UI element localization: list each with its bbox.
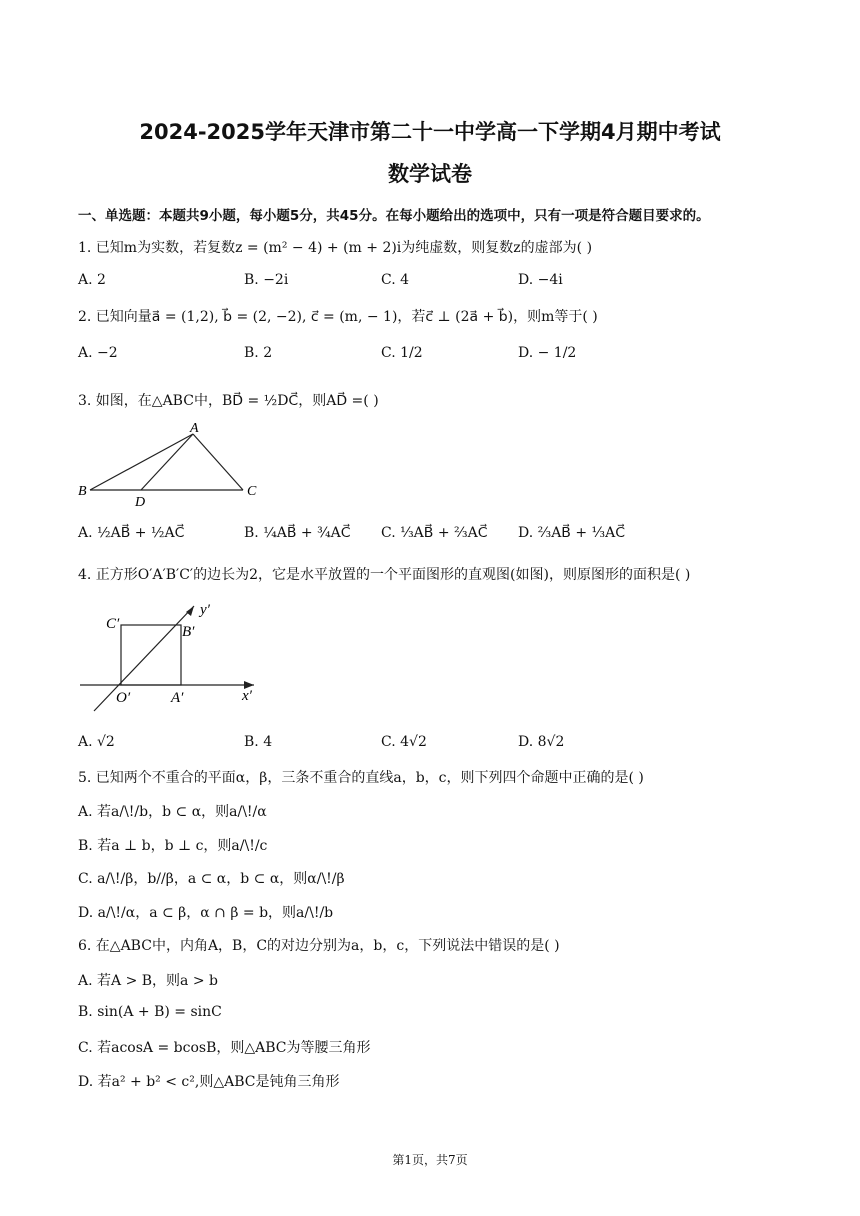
label-c: C	[247, 484, 257, 499]
question-3-option-d: D. ⅔AB⃗ + ⅓AC⃗	[518, 525, 625, 541]
question-2-option-c: C. 1/2	[381, 345, 423, 361]
question-2-option-b: B. 2	[244, 345, 273, 361]
question-3-option-a: A. ½AB⃗ + ½AC⃗	[78, 525, 185, 541]
question-6-option-a: A. 若A > B，则a > b	[78, 973, 218, 989]
question-6-option-d: D. 若a² + b² < c²,则△ABC是钝角三角形	[78, 1074, 340, 1090]
question-5-option-c: C. a/\!/β，b//β，a ⊂ α，b ⊂ α，则α/\!/β	[78, 871, 345, 887]
question-3-stem: 3. 如图，在△ABC中，BD⃗ = ½DC⃗，则AD⃗ =( )	[78, 393, 379, 409]
question-1-stem: 1. 已知m为实数，若复数z = (m² − 4) + (m + 2)i为纯虚数，则复数z的虚部为( )	[78, 240, 593, 256]
question-5-option-a: A. 若a/\!/b，b ⊂ α，则a/\!/α	[78, 804, 267, 820]
question-1-option-c: C. 4	[381, 272, 410, 288]
question-6-stem: 6. 在△ABC中，内角A，B，C的对边分别为a，b，c，下列说法中错误的是( )	[78, 938, 560, 954]
question-4-stem: 4. 正方形O′A′B′C′的边长为2，它是水平放置的一个平面图形的直观图(如图)，则原图形的面积是( )	[78, 567, 691, 583]
question-3-triangle-figure	[76, 420, 266, 508]
label-o-prime: O′	[116, 690, 131, 706]
question-2-stem: 2. 已知向量a⃗ = (1,2), b⃗ = (2, −2), c⃗ = (m, − 1)，若c⃗ ⊥ (2a⃗ + b⃗)，则m等于( )	[78, 309, 598, 325]
label-a-prime: A′	[171, 690, 184, 706]
label-a: A	[190, 421, 199, 436]
label-x-axis: x′	[242, 688, 252, 704]
section-heading: 一、单选题：本题共9小题，每小题5分，共45分。在每小题给出的选项中，只有一项是符合题目要求的。	[78, 208, 710, 224]
label-d: D	[135, 495, 146, 508]
question-2-option-d: D. − 1/2	[518, 345, 577, 361]
question-4-option-b: B. 4	[244, 734, 273, 750]
question-3-option-b: B. ¼AB⃗ + ¾AC⃗	[244, 525, 351, 541]
page-subtitle: 数学试卷	[388, 162, 472, 186]
question-4-option-c: C. 4√2	[381, 734, 427, 750]
question-4-option-a: A. √2	[78, 734, 115, 750]
question-5-option-b: B. 若a ⊥ b，b ⊥ c，则a/\!/c	[78, 838, 268, 854]
question-5-stem: 5. 已知两个不重合的平面α，β，三条不重合的直线a，b，c，则下列四个命题中正确的是( )	[78, 770, 644, 786]
page-title: 2024-2025学年天津市第二十一中学高一下学期4月期中考试	[139, 120, 721, 144]
question-3-option-c: C. ⅓AB⃗ + ⅔AC⃗	[381, 525, 488, 541]
question-1-option-b: B. −2i	[244, 272, 289, 288]
label-b-prime: B′	[182, 624, 195, 640]
page-footer: 第1页，共7页	[392, 1153, 468, 1167]
label-y-axis: y′	[200, 602, 210, 618]
question-5-option-d: D. a/\!/α，a ⊂ β，α ∩ β = b，则a/\!/b	[78, 905, 334, 921]
question-2-option-a: A. −2	[78, 345, 118, 361]
question-6-option-b: B. sin(A + B) = sinC	[78, 1004, 222, 1020]
question-1-option-a: A. 2	[78, 272, 106, 288]
label-b: B	[78, 484, 87, 499]
question-6-option-c: C. 若acosA = bcosB，则△ABC为等腰三角形	[78, 1040, 371, 1056]
label-c-prime: C′	[106, 616, 120, 632]
question-4-square-figure	[76, 598, 266, 718]
question-4-option-d: D. 8√2	[518, 734, 565, 750]
question-1-option-d: D. −4i	[518, 272, 563, 288]
